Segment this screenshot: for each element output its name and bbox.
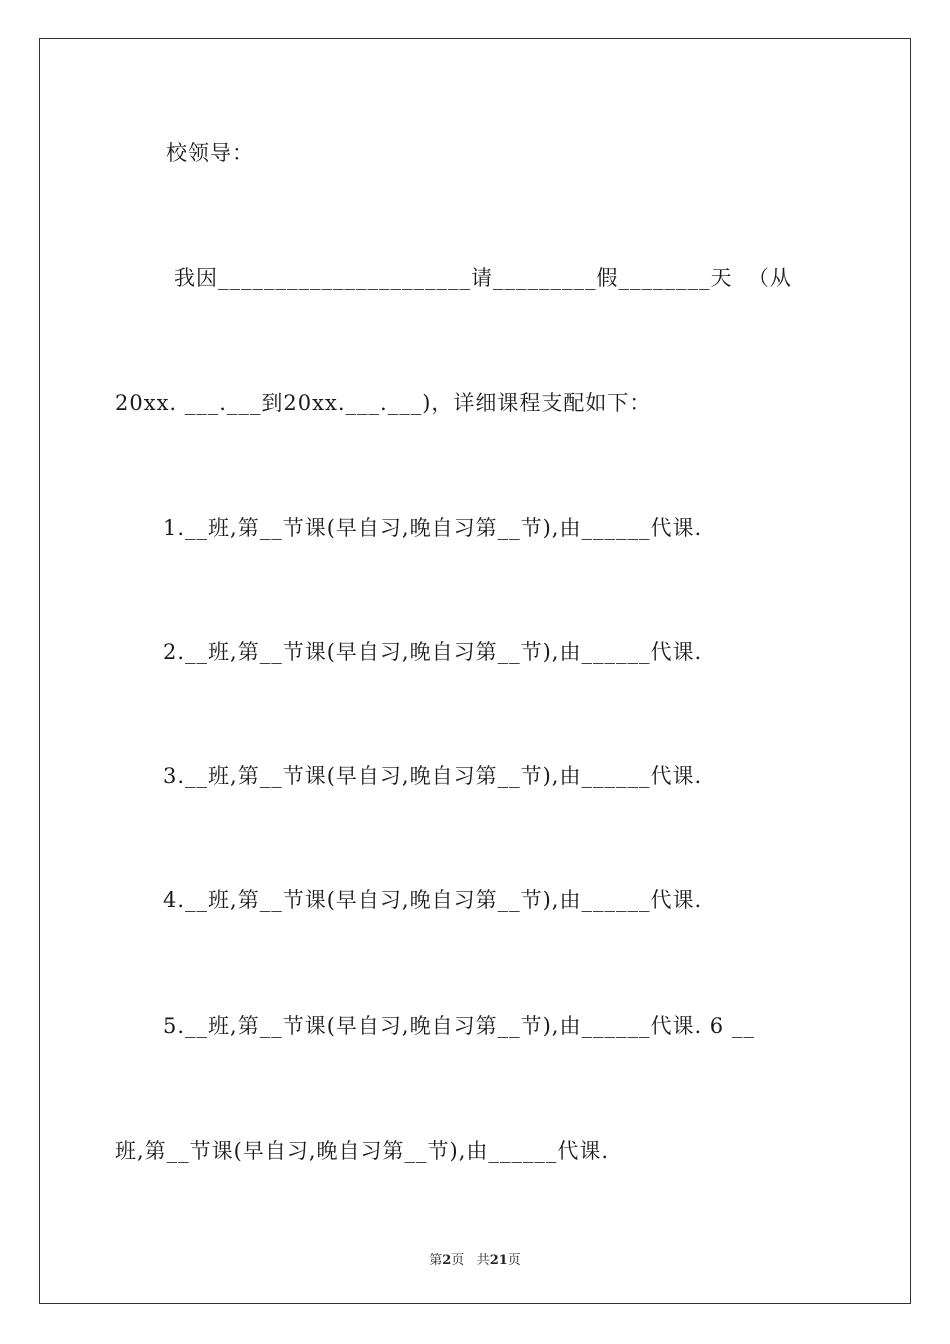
total-suffix: 页	[507, 1253, 521, 1268]
schedule-item-5: 5.__班,第__节课(早自习,晚自习第__节),由______代课. 6 __	[163, 1014, 755, 1038]
page-prefix: 第	[429, 1253, 443, 1268]
page-suffix: 页	[451, 1253, 465, 1268]
leave-request-line-2: 20xx. ___.___到20xx.___.___)，详细课程支配如下：	[115, 391, 652, 415]
total-pages: 21	[489, 1253, 508, 1268]
page-footer	[0, 1249, 950, 1268]
schedule-item-2: 2.__班,第__节课(早自习,晚自习第__节),由______代课.	[163, 640, 703, 664]
salutation: 校领导：	[166, 141, 254, 165]
schedule-item-6-continuation: 班,第__节课(早自习,晚自习第__节),由______代课.	[115, 1139, 610, 1163]
total-prefix: 共	[476, 1253, 490, 1268]
page-frame	[39, 38, 911, 1304]
schedule-item-4: 4.__班,第__节课(早自习,晚自习第__节),由______代课.	[163, 888, 703, 912]
leave-request-line-1: 我因______________________请_________假________天 （从	[174, 266, 792, 290]
page-number: 2	[442, 1253, 452, 1268]
schedule-item-1: 1.__班,第__节课(早自习,晚自习第__节),由______代课.	[163, 516, 703, 540]
schedule-item-3: 3.__班,第__节课(早自习,晚自习第__节),由______代课.	[163, 764, 703, 788]
